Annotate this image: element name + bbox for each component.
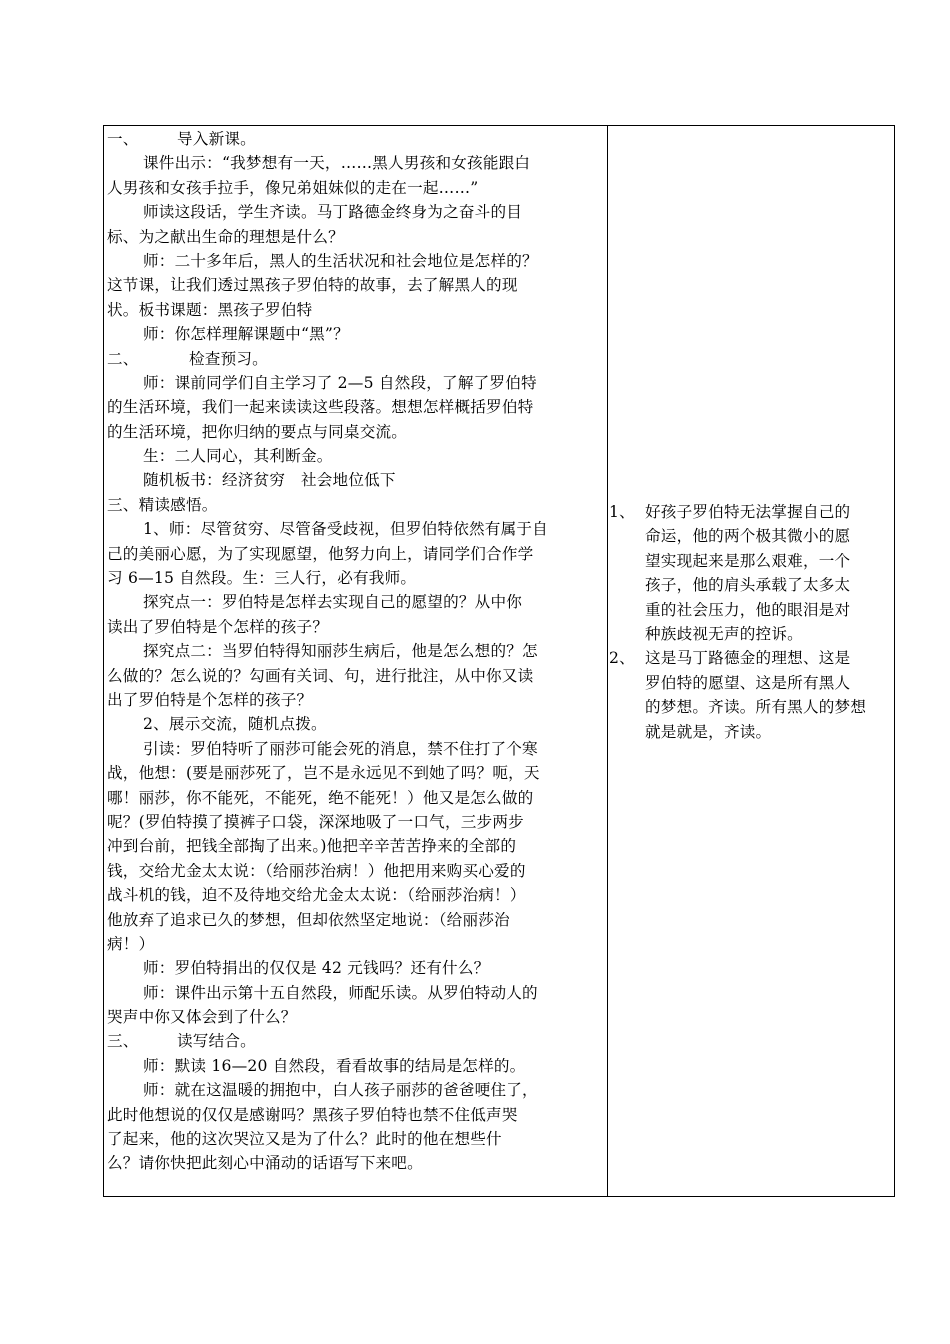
lesson-line [107,1029,605,1053]
lesson-line: 的生活环境，我们一起来读读这些段落。想想怎样概括罗伯特 [107,398,534,417]
lesson-line: 战斗机的钱，迫不及待地交给尤金太太说：（给丽莎治病！） [107,886,526,905]
section-heading: 检查预习。 [189,349,268,368]
lesson-line: 呢？(罗伯特摸了摸裤子口袋，深深地吸了一口气，三步两步 [107,812,524,831]
lesson-content-column [104,126,608,1196]
lesson-line: 他放弃了追求已久的梦想，但却依然坚定地说：（给丽莎治 [107,910,510,929]
note-line [609,646,892,670]
note-line: 望实现起来是那么艰难，一个 [645,551,851,570]
note-text: 这是马丁路德金的理想、这是 [645,649,851,668]
section-number: 二、 [107,349,139,368]
note-line: 命运，他的两个极其微小的愿 [645,527,851,546]
lesson-line: 这节课，让我们透过黑孩子罗伯特的故事，去了解黑人的现 [107,276,518,295]
lesson-line: 师：默读 16—20 自然段，看看故事的结局是怎样的。 [143,1056,526,1075]
notes-content [609,500,892,744]
note-number: 2、 [609,649,635,668]
lesson-line: 么？请你快把此刻心中涌动的话语写下来吧。 [107,1154,423,1173]
lesson-line: 引读：罗伯特听了丽莎可能会死的消息，禁不住打了个寒 [143,739,538,758]
lesson-line: 人男孩和女孩手拉手，像兄弟姐妹似的走在一起……” [107,178,479,197]
note-text: 好孩子罗伯特无法掌握自己的 [645,503,851,521]
notes-column [608,126,894,1196]
lesson-line [107,347,605,371]
lesson-line: 师：就在这温暖的拥抱中，白人孩子丽莎的爸爸哽住了， [143,1081,538,1100]
lesson-line: 病！） [107,934,155,953]
lesson-line: 2、展示交流，随机点拨。 [143,715,327,734]
lesson-line: 钱，交给尤金太太说：（给丽莎治病！）他把用来购买心爱的 [107,861,526,880]
lesson-line: 标、为之献出生命的理想是什么？ [107,227,344,246]
note-line: 重的社会压力，他的眼泪是对 [645,600,851,619]
lesson-line: 的生活环境，把你归纳的要点与同桌交流。 [107,422,408,441]
note-line [609,500,892,524]
section-heading: 导入新课。 [177,130,256,148]
lesson-line: 三、精读感悟。 [107,495,218,514]
note-line: 罗伯特的愿望、这是所有黑人 [645,673,851,692]
lesson-line: 战，他想：(要是丽莎死了，岂不是永远见不到她了吗？呃，天 [107,764,540,783]
lesson-line: 课件出示：“我梦想有一天，……黑人男孩和女孩能跟白 [143,154,531,173]
lesson-line: 探究点二：当罗伯特得知丽莎生病后，他是怎么想的？怎 [143,642,538,661]
lesson-line: 哪！丽莎，你不能死，不能死，绝不能死！）他又是怎么做的 [107,788,534,807]
note-line: 种族歧视无声的控诉。 [645,624,803,643]
lesson-line: 1、师：尽管贫穷、尽管备受歧视，但罗伯特依然有属于自 [143,520,548,539]
lesson-line: 己的美丽心愿，为了实现愿望，他努力向上，请同学们合作学 [107,544,534,563]
lesson-line: 状。板书课题：黑孩子罗伯特 [107,300,313,319]
lesson-line: 出了罗伯特是个怎样的孩子？ [107,690,313,709]
note-line: 的梦想。齐读。所有黑人的梦想 [645,698,867,717]
lesson-line: 习 6—15 自然段。生：三人行，必有我师。 [107,569,417,588]
lesson-line: 师：课件出示第十五自然段，师配乐读。从罗伯特动人的 [143,983,538,1002]
lesson-line: 了起来，他的这次哭泣又是为了什么？此时的他在想些什 [107,1130,502,1149]
lesson-line: 师读这段话，学生齐读。马丁路德金终身为之奋斗的目 [143,203,523,222]
lesson-line: 读出了罗伯特是个怎样的孩子？ [107,617,329,636]
lesson-line: 师：课前同学们自主学习了 2—5 自然段，了解了罗伯特 [143,373,537,392]
note-number: 1、 [609,503,635,521]
lesson-plan-table [103,125,895,1197]
lesson-line: 哭声中你又体会到了什么？ [107,1008,297,1027]
note-line: 孩子，他的肩头承载了太多太 [645,576,851,595]
lesson-line: 此时他想说的仅仅是感谢吗？黑孩子罗伯特也禁不住低声哭 [107,1105,518,1124]
section-heading: 读写结合。 [177,1032,256,1051]
lesson-line: 师：二十多年后，黑人的生活状况和社会地位是怎样的？ [143,251,538,270]
section-number: 三、 [107,1032,139,1051]
lesson-line: 师：你怎样理解课题中“黑”？ [143,325,349,344]
section-number: 一、 [107,130,139,148]
lesson-line: 探究点一：罗伯特是怎样去实现自己的愿望的？从中你 [143,593,523,612]
lesson-line [107,127,605,151]
lesson-line: 随机板书：经济贫穷 社会地位低下 [143,471,396,490]
lesson-line: 生：二人同心，其利断金。 [143,447,333,466]
note-line: 就是就是，齐读。 [645,722,772,741]
lesson-line: 冲到台前，把钱全部掏了出来。)他把辛辛苦苦挣来的全部的 [107,837,517,856]
lesson-line: 师：罗伯特捐出的仅仅是 42 元钱吗？还有什么？ [143,959,490,978]
notes-top-spacer [609,126,892,500]
lesson-line: 么做的？怎么说的？勾画有关词、句，进行批注，从中你又读 [107,666,534,685]
